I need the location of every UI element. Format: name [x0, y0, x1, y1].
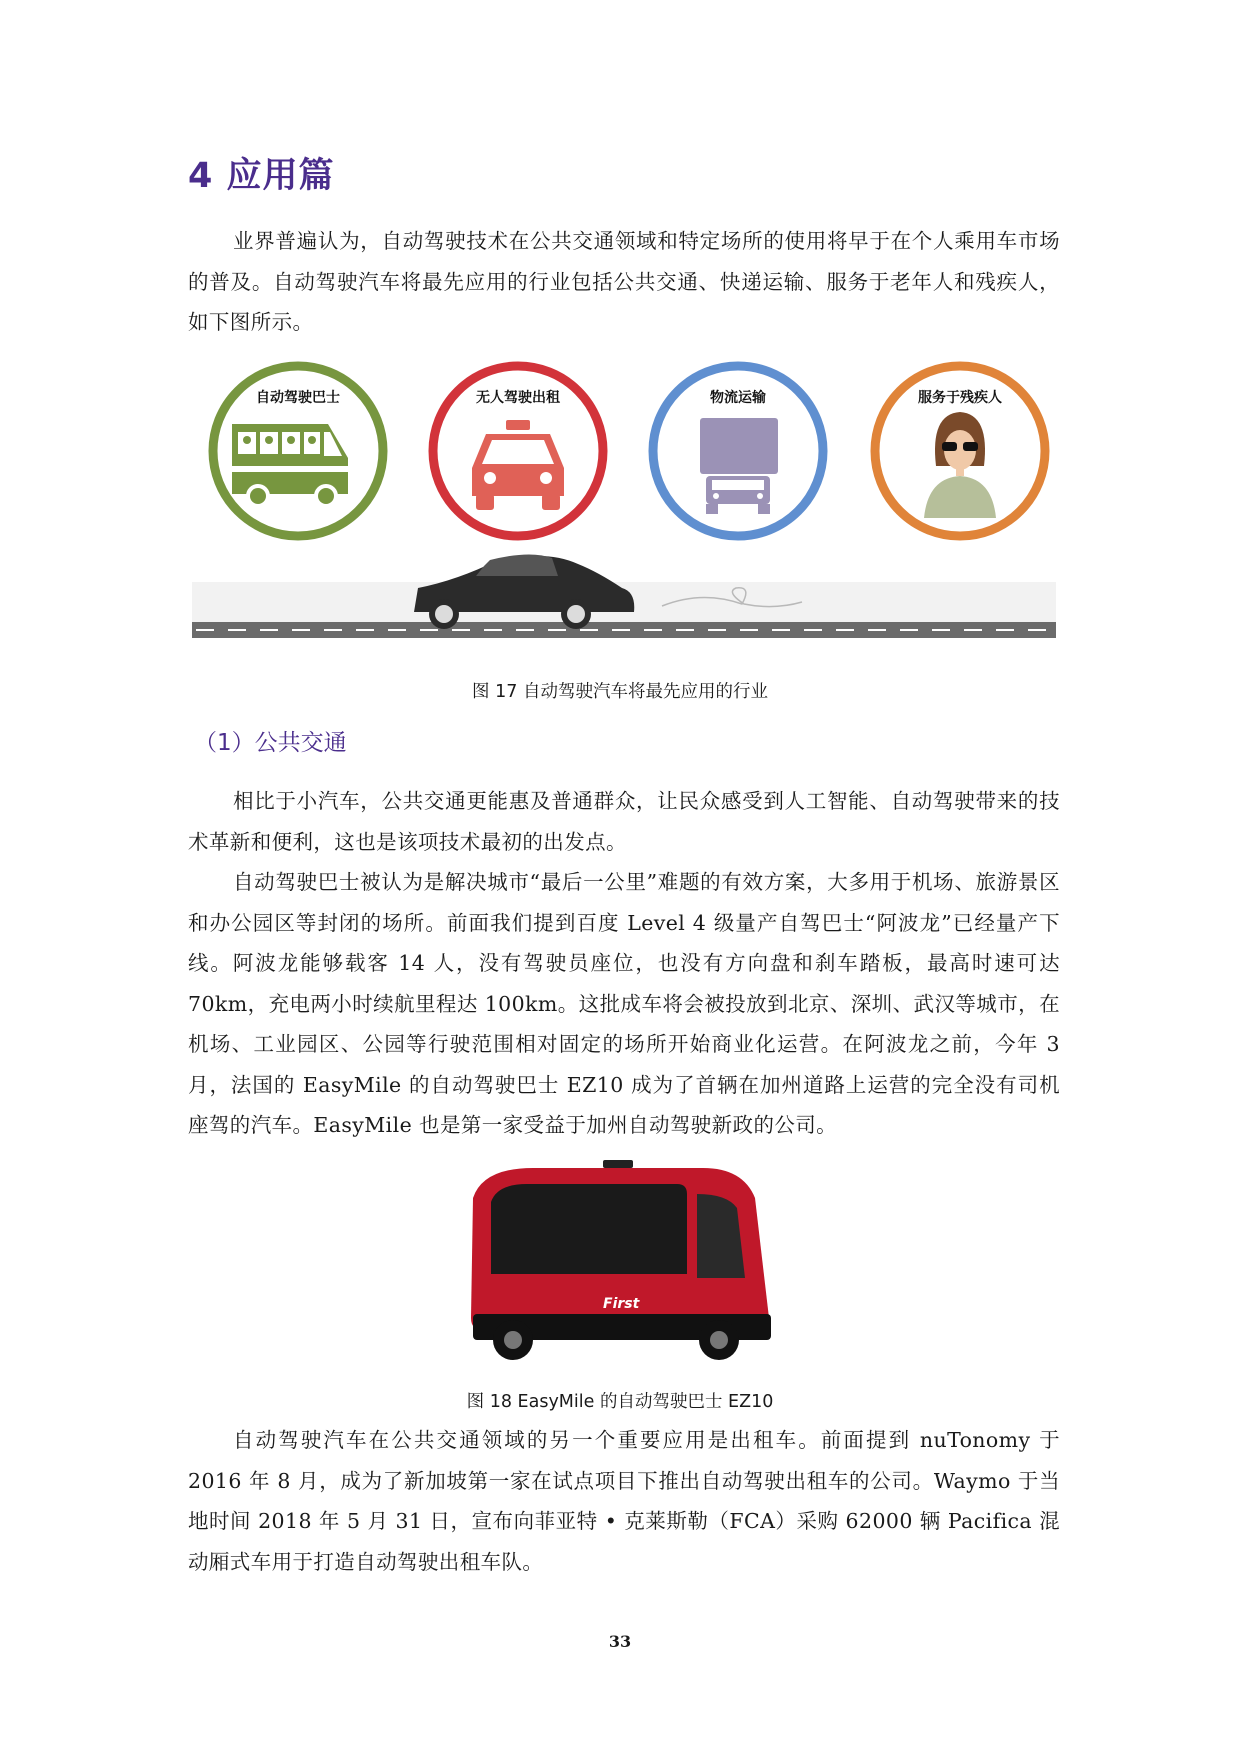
road-scene: [192, 554, 1056, 638]
closing-paragraph: 自动驾驶汽车在公共交通领域的另一个重要应用是出租车。前面提到 nuTonomy 于 2016 年 8 月，成为了新加坡第一家在试点项目下推出自动驾驶出租车的公司。Waymo 于当地时间 2018 年 5 月 31 日，宣布向菲亚特 • 克莱斯勒（FCA）采购 62000 辆 Pacifica 混动厢式车用于打造自动驾驶出租车队。: [188, 1428, 1060, 1574]
bus-label: 自动驾驶巴士: [256, 390, 340, 406]
person-label: 服务于残疾人: [918, 390, 1002, 406]
page-number: 33: [608, 1632, 632, 1651]
truck-icon: [700, 418, 778, 514]
section-title: 4 应用篇: [188, 156, 335, 196]
truck-label: 物流运输: [710, 390, 766, 406]
person-circle: [875, 366, 1045, 536]
intro-paragraph: 业界普遍认为，自动驾驶技术在公共交通领域和特定场所的使用将早于在个人乘用车市场的普及。自动驾驶汽车将最先应用的行业包括公共交通、快递运输、服务于老年人和残疾人，如下图所示。: [188, 229, 1060, 334]
figure-17-illustration: [192, 356, 1056, 658]
bus-circle: [213, 366, 383, 536]
bus-brand-text: First: [603, 1296, 640, 1312]
taxi-label: 无人驾驶出租: [476, 390, 560, 406]
figure-18-caption: 图 18 EasyMile 的自动驾驶巴士 EZ10: [466, 1392, 774, 1412]
figure-18-ez10-bus: [453, 1158, 783, 1370]
body-paragraph-2: 自动驾驶巴士被认为是解决城市“最后一公里”难题的有效方案，大多用于机场、旅游景区和办公园区等封闭的场所。前面我们提到百度 Level 4 级量产自驾巴士“阿波龙”已经量产下线。阿波龙能够载客 14 人，没有驾驶员座位，也没有方向盘和刹车踏板，最高时速可达 70km，充电两小时续航里程达 100km。这批成车将会被投放到北京、深圳、武汉等城市，在机场、工业园区、公园等行驶范围相对固定的场所开始商业化运营。在阿波龙之前，今年 3 月，法国的 EasyMile 的自动驾驶巴士 EZ10 成为了首辆在加州道路上运营的完全没有司机座驾的汽车。EasyMile 也是第一家受益于加州自动驾驶新政的公司。: [188, 870, 1060, 1137]
taxi-circle: [433, 366, 603, 536]
subsection-title: （1）公共交通: [194, 730, 347, 756]
figure-17-caption: 图 17 自动驾驶汽车将最先应用的行业: [472, 682, 768, 702]
body-paragraph-1: 相比于小汽车，公共交通更能惠及普通群众，让民众感受到人工智能、自动驾驶带来的技术革新和便利，这也是该项技术最初的出发点。: [188, 789, 1060, 854]
truck-circle: [653, 366, 823, 536]
